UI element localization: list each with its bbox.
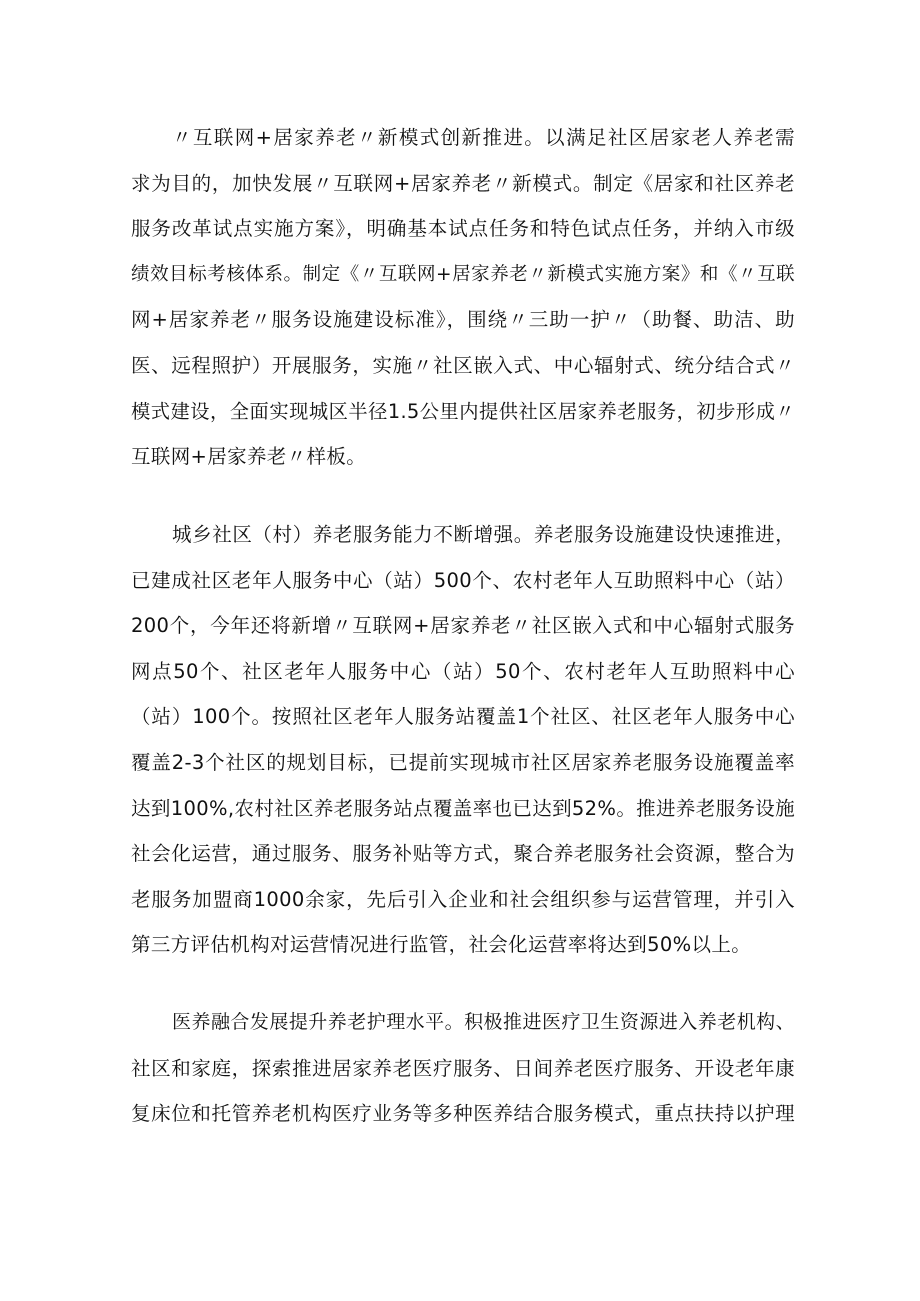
text-line: 社会化运营，通过服务、服务补贴等方式，聚合养老服务社会资源，整合为 bbox=[131, 842, 795, 866]
text-line: 求为目的，加快发展〃互联网+居家养老〃新模式。制定《居家和社区养老 bbox=[131, 171, 795, 195]
text-line: 医、远程照护）开展服务，实施〃社区嵌入式、中心辐射式、统分结合式〃 bbox=[131, 353, 795, 377]
paragraph-community-service-capacity bbox=[131, 512, 795, 968]
text-line: 200个，今年还将新增〃互联网+居家养老〃社区嵌入式和中心辐射式服务 bbox=[131, 614, 795, 638]
text-line: 第三方评估机构对运营情况进行监管，社会化运营率将达到50%以上。 bbox=[131, 933, 752, 957]
text-line: 互联网+居家养老〃样板。 bbox=[131, 445, 367, 469]
text-line: 绩效目标考核体系。制定《〃互联网+居家养老〃新模式实施方案》和《〃互联 bbox=[131, 263, 795, 285]
text-line: 已建成社区老年人服务中心（站）500个、农村老年人互助照料中心（站） bbox=[131, 568, 795, 592]
text-line: 网点50个、社区老年人服务中心（站）50个、农村老年人互助照料中心 bbox=[131, 659, 795, 683]
text-line: 模式建设，全面实现城区半径1.5公里内提供社区居家养老服务，初步形成〃 bbox=[131, 399, 795, 423]
text-line: 达到100%,农村社区养老服务站点覆盖率也已达到52%。推进养老服务设施 bbox=[131, 796, 795, 820]
text-line: 网+居家养老〃服务设施建设标准》，围绕〃三助一护〃（助餐、助洁、助 bbox=[131, 308, 795, 332]
paragraph-medical-care-integration bbox=[131, 1000, 795, 1137]
text-line: 医养融合发展提升养老护理水平。积极推进医疗卫生资源进入养老机构、 bbox=[172, 1011, 795, 1033]
paragraph-internet-home-care bbox=[131, 115, 795, 480]
text-line: 城乡社区（村）养老服务能力不断增强。养老服务设施建设快速推进， bbox=[172, 523, 795, 546]
text-line: （站）100个。按照社区老年人服务站覆盖1个社区、社区老年人服务中心 bbox=[131, 705, 795, 729]
text-line: 复床位和托管养老机构医疗业务等多种医养结合服务模式，重点扶持以护理 bbox=[131, 1102, 795, 1126]
text-line: 覆盖2-3个社区的规划目标，已提前实现城市社区居家养老服务设施覆盖率 bbox=[131, 750, 795, 774]
text-line: 社区和家庭，探索推进居家养老医疗服务、日间养老医疗服务、开设老年康 bbox=[131, 1056, 795, 1080]
text-line: 〃互联网+居家养老〃新模式创新推进。以满足社区居家老人养老需 bbox=[172, 126, 795, 149]
text-line: 服务改革试点实施方案》，明确基本试点任务和特色试点任务，并纳入市级 bbox=[131, 217, 795, 241]
text-line: 老服务加盟商1000余家，先后引入企业和社会组织参与运营管理，并引入 bbox=[131, 887, 795, 911]
